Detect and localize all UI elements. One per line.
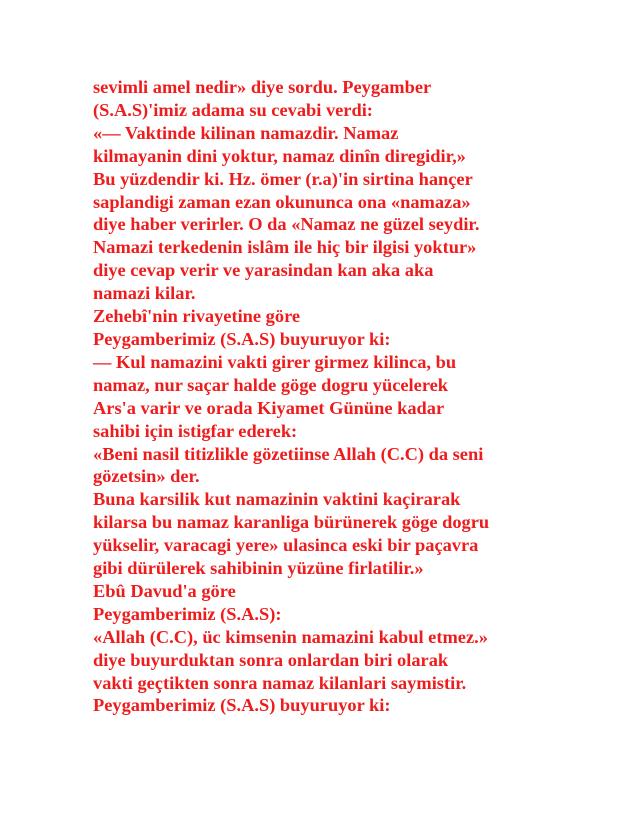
text-line: diye buyurduktan sonra onlardan biri olarak: [93, 649, 449, 670]
text-line: kilmayanin dini yoktur, namaz dinîn diregidir,»: [93, 145, 466, 166]
text-line: Peygamberimiz (S.A.S) buyuruyor ki:: [93, 695, 391, 716]
text-line: sahibi için istigfar ederek:: [93, 420, 298, 441]
text-line: gözetsin» der.: [93, 466, 200, 487]
text-line: diye cevap verir ve yarasindan kan aka aka: [93, 260, 434, 281]
text-line: kilarsa bu namaz karanliga bürünerek göge dogru: [93, 512, 490, 533]
text-line: «— Vaktinde kilinan namazdir. Namaz: [93, 122, 399, 143]
text-line: gibi dürülerek sahibinin yüzüne firlatilir.»: [93, 558, 424, 579]
text-line: — Kul namazini vakti girer girmez kilinca, bu: [93, 351, 457, 372]
text-line: Zehebî'nin rivayetine göre: [93, 306, 301, 327]
text-line: namaz, nur saçar halde göge dogru yücelerek: [93, 374, 449, 395]
document-text: [93, 76, 613, 717]
text-line: vakti geçtikten sonra namaz kilanlari saymistir.: [93, 672, 467, 693]
text-line: Peygamberimiz (S.A.S):: [93, 603, 282, 624]
text-line: (S.A.S)'imiz adama su cevabi verdi:: [93, 99, 373, 120]
text-line: Peygamberimiz (S.A.S) buyuruyor ki:: [93, 328, 391, 349]
text-line: Ebû Davud'a göre: [93, 580, 236, 601]
text-line: saplandigi zaman ezan okununca ona «namaza»: [93, 191, 471, 212]
text-line: «Allah (C.C), üc kimsenin namazini kabul etmez.»: [93, 626, 488, 647]
text-line: «Beni nasil titizlikle gözetiinse Allah (C.C) da seni: [93, 443, 484, 464]
text-line: diye haber verirler. O da «Namaz ne güzel seydir.: [93, 214, 480, 235]
text-line: yükselir, varacagi yere» ulasinca eski bir paçavra: [93, 535, 479, 556]
text-line: Bu yüzdendir ki. Hz. ömer (r.a)'in sirtina hançer: [93, 168, 473, 189]
text-line: sevimli amel nedir» diye sordu. Peygamber: [93, 77, 432, 97]
text-line: namazi kilar.: [93, 283, 196, 304]
text-line: Buna karsilik kut namazinin vaktini kaçirarak: [93, 489, 461, 510]
text-line: Ars'a varir ve orada Kiyamet Gününe kadar: [93, 397, 445, 418]
text-line: Namazi terkedenin islâm ile hiç bir ilgisi yoktur»: [93, 237, 477, 258]
